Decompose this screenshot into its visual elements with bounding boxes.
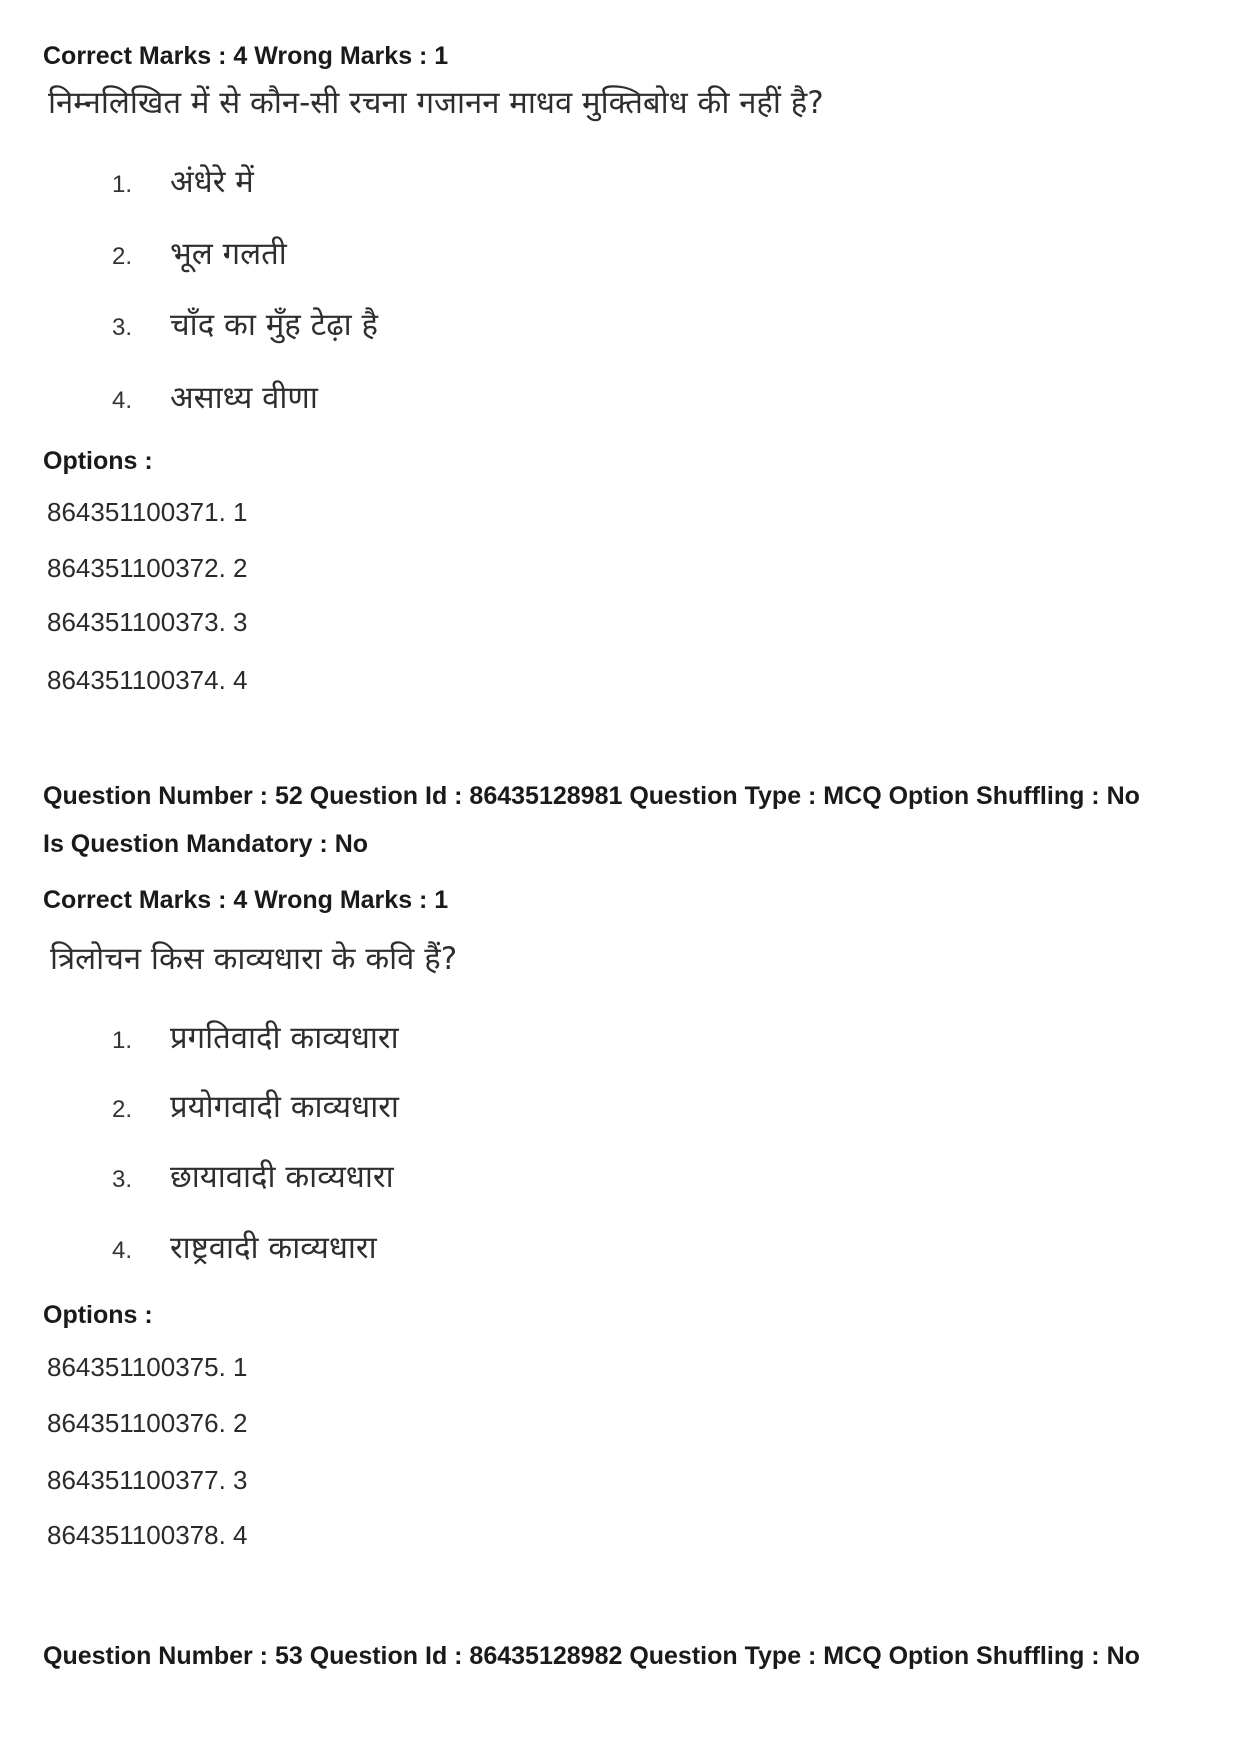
q52-option-id-line-1: 864351100375. 1 xyxy=(47,1352,248,1382)
q52-choice-row-2 xyxy=(112,1085,399,1127)
q51-choice-number-2: 2. xyxy=(112,243,133,270)
q51-choice-row-2 xyxy=(112,232,287,274)
q51-choice-row-4 xyxy=(112,376,318,418)
q51-choice-text-4: असाध्य वीणा xyxy=(170,380,318,416)
q52-option-id-line-4: 864351100378. 4 xyxy=(47,1520,248,1550)
q52-options-label: Options : xyxy=(43,1301,153,1329)
q52-choice-number-1: 1. xyxy=(112,1027,133,1054)
q52-choice-row-1 xyxy=(112,1016,399,1058)
q52-choice-text-1: प्रगतिवादी काव्यधारा xyxy=(170,1020,399,1056)
q51-option-id-line-1: 864351100371. 1 xyxy=(47,497,248,527)
q52-choice-number-2: 2. xyxy=(112,1096,133,1123)
q52-choice-number-4: 4. xyxy=(112,1237,133,1264)
q51-question-text: निम्नलिखित में से कौन-सी रचना गजानन माधव मुक्तिबोध की नहीं है? xyxy=(48,85,824,121)
q51-marks-line: Correct Marks : 4 Wrong Marks : 1 xyxy=(43,42,449,70)
q51-choice-number-3: 3. xyxy=(112,314,133,341)
q51-choice-number-4: 4. xyxy=(112,387,133,414)
q52-choice-row-4 xyxy=(112,1226,377,1268)
q51-choice-text-2: भूल गलती xyxy=(170,236,287,272)
q52-choice-text-3: छायावादी काव्यधारा xyxy=(170,1159,394,1195)
q52-choice-row-3 xyxy=(112,1155,394,1197)
q51-option-id-line-2: 864351100372. 2 xyxy=(47,553,248,583)
q51-choice-row-1 xyxy=(112,160,254,202)
q51-options-label: Options : xyxy=(43,447,153,475)
q52-choice-number-3: 3. xyxy=(112,1166,133,1193)
q51-option-id-line-4: 864351100374. 4 xyxy=(47,665,248,695)
q51-choice-text-1: अंधेरे में xyxy=(170,164,254,200)
q52-question-text: त्रिलोचन किस काव्यधारा के कवि हैं? xyxy=(50,941,458,977)
q52-choice-text-4: राष्ट्रवादी काव्यधारा xyxy=(170,1230,377,1266)
q52-choice-text-2: प्रयोगवादी काव्यधारा xyxy=(170,1089,399,1125)
q52-marks-line: Correct Marks : 4 Wrong Marks : 1 xyxy=(43,886,449,914)
q52-option-id-line-3: 864351100377. 3 xyxy=(47,1465,248,1495)
q51-choice-text-3: चाँद का मुँह टेढ़ा है xyxy=(170,307,378,343)
q52-header-line-1: Question Number : 52 Question Id : 86435128981 Question Type : MCQ Option Shuffling : No xyxy=(43,782,1140,810)
q52-header-line-2: Is Question Mandatory : No xyxy=(43,830,369,858)
q52-option-id-line-2: 864351100376. 2 xyxy=(47,1408,248,1438)
q51-choice-row-3 xyxy=(112,303,378,345)
q51-choice-number-1: 1. xyxy=(112,171,133,198)
q51-option-id-line-3: 864351100373. 3 xyxy=(47,607,248,637)
q53-header-line-1: Question Number : 53 Question Id : 86435128982 Question Type : MCQ Option Shuffling : No xyxy=(43,1642,1140,1670)
